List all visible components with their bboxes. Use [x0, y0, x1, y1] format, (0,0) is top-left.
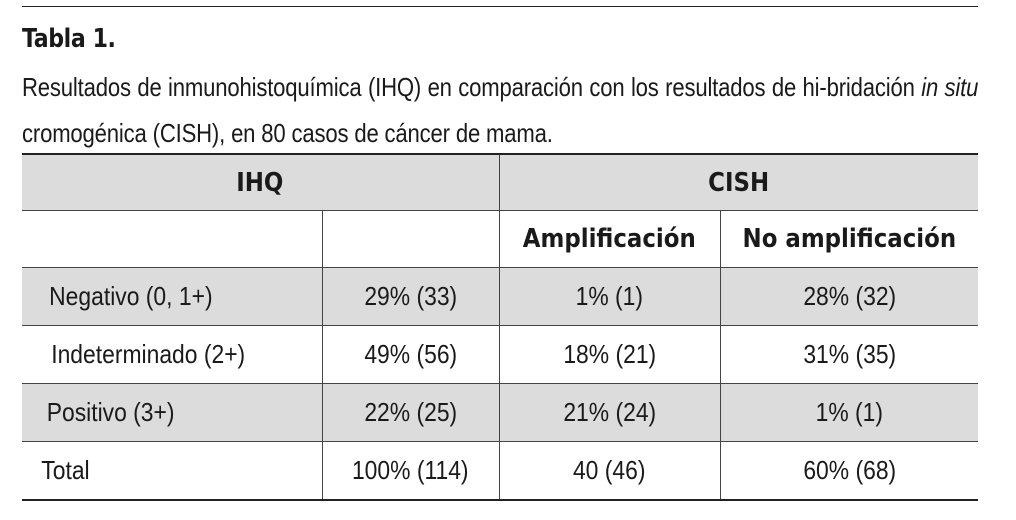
blank-header-cell — [22, 211, 322, 268]
no-amplification-value: 60% (68) — [720, 442, 978, 501]
header-amplification: Amplificación — [499, 211, 720, 268]
ihq-value: 100% (114) — [322, 442, 499, 501]
no-amplification-value: 28% (32) — [720, 268, 978, 326]
table-row — [22, 268, 978, 326]
ihq-value: 29% (33) — [322, 268, 499, 326]
no-amplification-value: 31% (35) — [720, 326, 978, 384]
row-label: Indeterminado (2+) — [22, 326, 322, 384]
caption-italic-term: in situ — [921, 72, 979, 102]
header-ihq: IHQ — [22, 154, 499, 211]
blank-header-cell — [322, 211, 499, 268]
table-row — [22, 326, 978, 384]
caption-text-1: Resultados de inmunohistoquímica (IHQ) en comparación con los resultados de hi-bridación — [22, 72, 915, 102]
ihq-value: 49% (56) — [322, 326, 499, 384]
table-title: Tabla 1. — [22, 24, 116, 54]
amplification-value: 21% (24) — [499, 384, 720, 442]
header-no-amplification: No amplificación — [720, 211, 978, 268]
amplification-value: 18% (21) — [499, 326, 720, 384]
caption-text-2: cromogénica (CISH), en 80 casos de cáncer de mama. — [22, 118, 553, 148]
ihq-value: 22% (25) — [322, 384, 499, 442]
results-table — [22, 153, 978, 501]
table-row — [22, 384, 978, 442]
sub-header-row — [22, 211, 978, 268]
header-cish: CISH — [499, 154, 978, 211]
table-caption — [22, 64, 978, 156]
table-row — [22, 442, 978, 501]
amplification-value: 40 (46) — [499, 442, 720, 501]
no-amplification-value: 1% (1) — [720, 384, 978, 442]
group-header-row — [22, 154, 978, 211]
row-label: Total — [22, 442, 322, 501]
row-label: Negativo (0, 1+) — [22, 268, 322, 326]
row-label: Positivo (3+) — [22, 384, 322, 442]
amplification-value: 1% (1) — [499, 268, 720, 326]
top-rule — [22, 6, 978, 7]
